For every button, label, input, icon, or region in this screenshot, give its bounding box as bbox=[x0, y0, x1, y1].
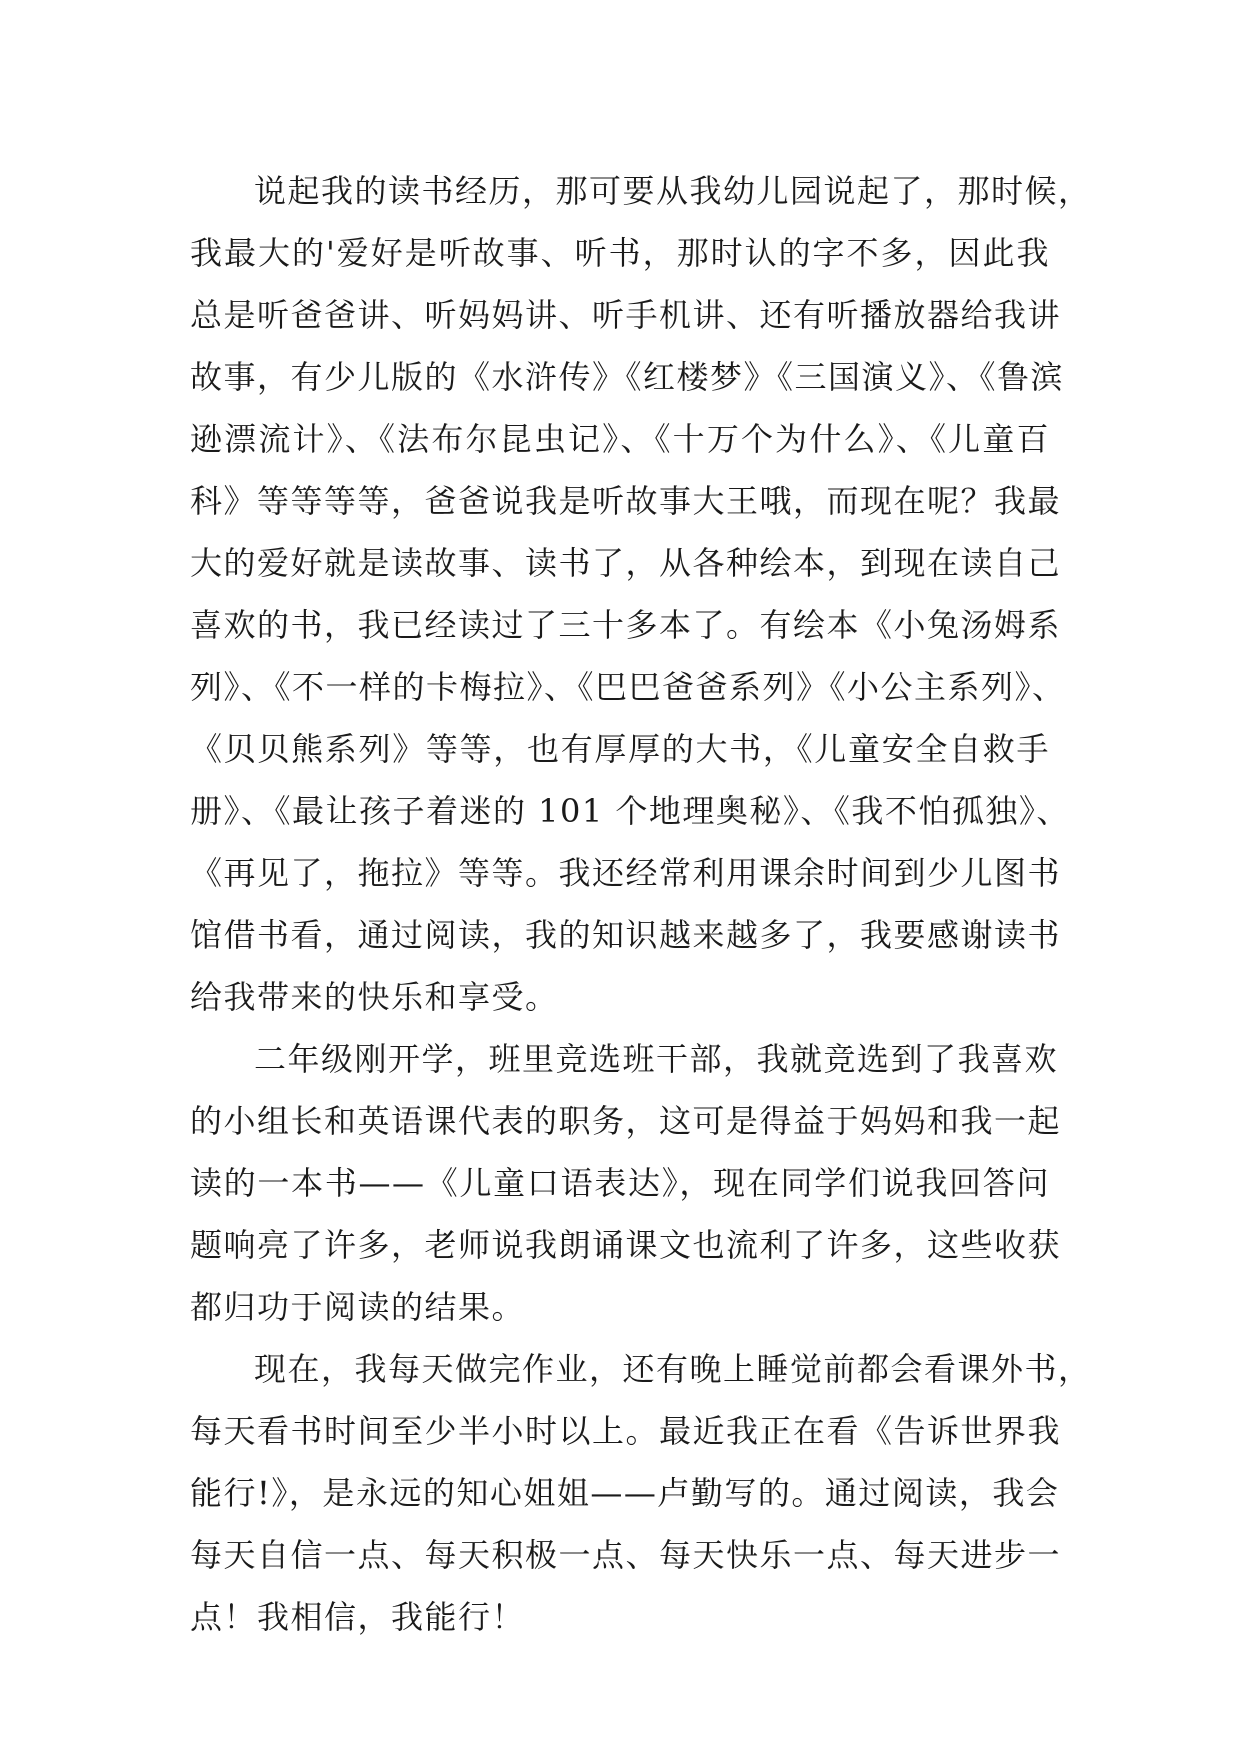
text-line: 列》、《不一样的卡梅拉》、《巴巴爸爸系列》《小公主系列》、 bbox=[190, 668, 1066, 706]
text-line: 故事，有少儿版的《水浒传》《红楼梦》《三国演义》、《鲁滨 bbox=[190, 358, 1065, 396]
text-line: 说起我的读书经历，那可要从我幼儿园说起了，那时候， bbox=[254, 172, 1092, 210]
text-line: 喜欢的书，我已经读过了三十多本了。有绘本《小兔汤姆系 bbox=[190, 606, 1062, 644]
paragraph-1 bbox=[190, 160, 1092, 1028]
text-line: 科》等等等等，爸爸说我是听故事大王哦，而现在呢？我最 bbox=[190, 482, 1062, 520]
text-line: 现在，我每天做完作业，还有晚上睡觉前都会看课外书， bbox=[254, 1350, 1092, 1388]
text-line: 《贝贝熊系列》等等，也有厚厚的大书，《儿童安全自救手 bbox=[190, 730, 1050, 768]
text-line: 的小组长和英语课代表的职务，这可是得益于妈妈和我一起 bbox=[190, 1102, 1062, 1140]
text-line: 题响亮了许多，老师说我朗诵课文也流利了许多，这些收获 bbox=[190, 1226, 1062, 1264]
text-line: 给我带来的快乐和享受。 bbox=[190, 978, 559, 1016]
text-line: 馆借书看，通过阅读，我的知识越来越多了，我要感谢读书 bbox=[190, 916, 1062, 954]
text-line: 《再见了，拖拉》等等。我还经常利用课余时间到少儿图书 bbox=[190, 854, 1062, 892]
text-line: 每天自信一点、每天积极一点、每天快乐一点、每天进步一 bbox=[190, 1536, 1062, 1574]
text-line: 能行!》，是永远的知心姐姐——卢勤写的。通过阅读，我会 bbox=[190, 1474, 1060, 1512]
text-line: 都归功于阅读的结果。 bbox=[190, 1288, 526, 1326]
text-line: 逊漂流计》、《法布尔昆虫记》、《十万个为什么》、《儿童百 bbox=[190, 420, 1050, 458]
text-line: 每天看书时间至少半小时以上。最近我正在看《告诉世界我 bbox=[190, 1412, 1062, 1450]
paragraph-3 bbox=[190, 1338, 1092, 1648]
text-line: 读的一本书——《儿童口语表达》，现在同学们说我回答问 bbox=[190, 1164, 1050, 1202]
text-line: 我最大的'爱好是听故事、听书，那时认的字不多，因此我 bbox=[190, 234, 1050, 272]
text-line: 大的爱好就是读故事、读书了，从各种绘本，到现在读自己 bbox=[190, 544, 1062, 582]
text-line: 二年级刚开学，班里竞选班干部，我就竞选到了我喜欢 bbox=[254, 1040, 1059, 1078]
text-line: 点！我相信，我能行！ bbox=[190, 1598, 526, 1636]
text-line: 册》、《最让孩子着迷的 101 个地理奥秘》、《我不怕孤独》、 bbox=[190, 792, 1070, 830]
essay-body bbox=[190, 160, 1092, 1648]
text-line: 总是听爸爸讲、听妈妈讲、听手机讲、还有听播放器给我讲 bbox=[190, 296, 1062, 334]
paragraph-2 bbox=[190, 1028, 1062, 1338]
